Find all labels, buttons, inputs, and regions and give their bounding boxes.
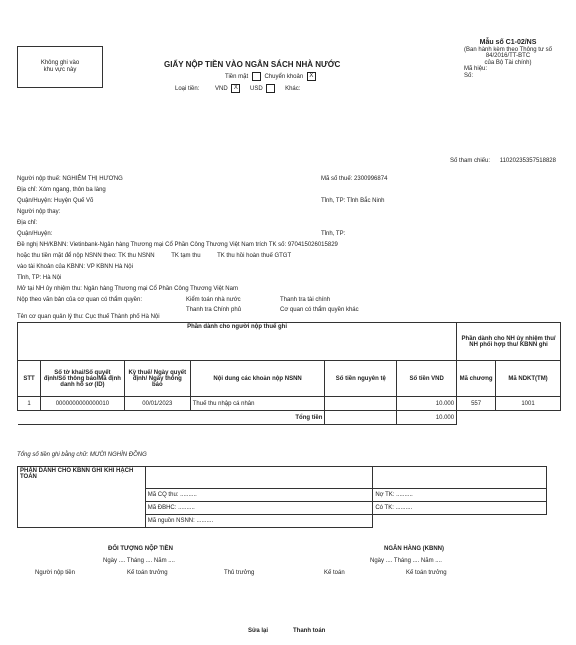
form-code-line2: (Ban hành kèm theo Thông tư số: [464, 46, 552, 53]
cell-vnd-amount: 10.000: [397, 397, 457, 411]
usd-checkbox[interactable]: [266, 84, 275, 93]
payer-province: Tỉnh Bắc Ninh: [346, 198, 385, 204]
cell-content: Thuế thu nhập cá nhân: [190, 397, 325, 411]
table-row: [18, 397, 561, 411]
payer-section-header: Phần dành cho người nộp thuế ghi: [18, 323, 457, 361]
col-content: Nội dung các khoản nộp NSNN: [190, 361, 325, 397]
bank-sign-date: Ngày .... Tháng .... Năm ....: [370, 558, 442, 564]
payer-district-row: [17, 198, 93, 204]
reference-label: Số tham chiếu:: [450, 158, 491, 164]
col-period: Kỳ thuế/ Ngày quyết định/ Ngày thông báo: [124, 361, 190, 397]
cell-period: 00/01/2023: [124, 397, 190, 411]
co-tk: Có TK: ..........: [373, 502, 547, 515]
proxy-district-label: Quận/Huyện:: [17, 231, 53, 237]
bank-open-line: Mở tại NH ủy nhiệm thu: Ngân hàng Thương mại Cổ Phần Công Thương Việt Nam: [17, 286, 238, 292]
form-code-line4: của Bộ Tài chính): [484, 59, 532, 66]
payer-sign-date: Ngày .... Tháng .... Năm ....: [103, 558, 175, 564]
cell-chapter: 557: [457, 397, 496, 411]
proxy-payer-label: Người nộp thay:: [17, 209, 61, 215]
sign-head: Thủ trưởng: [224, 570, 255, 576]
form-code-line3: 84/2016/TT-BTC: [485, 53, 531, 59]
col-vnd-amount: Số tiền VND: [397, 361, 457, 397]
payer-address-label: Địa chỉ:: [17, 187, 38, 193]
total-in-words: Tổng số tiền ghi bằng chữ: MƯỜI NGHÌN ĐỒNG: [17, 452, 147, 458]
proxy-address-label: Địa chỉ:: [17, 220, 38, 226]
payer-address: Xóm ngang, thôn ba làng: [38, 187, 106, 193]
payer-district-label: Quận/Huyện:: [17, 198, 53, 204]
bank-section-header: Phần dành cho NH ủy nhiệm thu/ NH phối hợp thu/ KBNN ghi: [457, 323, 561, 361]
tax-agency-line: Tên cơ quan quản lý thu: Cục thuế Thành phố Hà Nội: [17, 314, 160, 320]
payer-sign-title: ĐỐI TƯỢNG NỘP TIỀN: [108, 546, 173, 552]
ma-dbhc: Mã ĐBHC: ..........: [145, 502, 373, 515]
form-code-line6: Số:: [464, 72, 474, 79]
bank-sign-title: NGÂN HÀNG (KBNN): [384, 546, 444, 552]
other-currency-label: Khác:: [285, 86, 301, 93]
currency-row: [175, 84, 300, 93]
payer-province-row: [321, 198, 384, 204]
kbnn-blank-3: [373, 515, 547, 528]
kbnn-section-title: PHẦN DÀNH CHO KBNN GHI KHI HẠCH TOÁN: [18, 467, 146, 489]
payer-district: Huyện Quế Võ: [54, 198, 94, 204]
kbnn-blank-2: [373, 467, 547, 489]
no-tk: Nợ TK: ..........: [373, 489, 547, 502]
col-foreign-amount: Số tiền nguyên tệ: [325, 361, 397, 397]
authority-option-gov: Thanh tra Chính phủ: [186, 307, 242, 313]
no-write-line1: Không ghi vào: [40, 60, 80, 66]
proxy-province-label: Tỉnh, TP:: [321, 231, 346, 237]
total-label: Tổng tiền: [18, 411, 325, 425]
transfer-checkbox[interactable]: X: [307, 72, 316, 81]
col-stt: STT: [18, 361, 41, 397]
col-ndkt: Mã NDKT(TM): [496, 361, 561, 397]
total-bank-blank: [457, 411, 561, 425]
account-type-line: hoặc thu tiền mặt để nộp NSNN theo: TK thu NSNN TK tạm thu TK thu hồi hoàn thuế GTGT: [17, 253, 292, 259]
page-title: GIẤY NỘP TIỀN VÀO NGÂN SÁCH NHÀ NƯỚC: [164, 60, 341, 69]
authority-option-other: Cơ quan có thẩm quyền khác: [280, 307, 359, 313]
col-declaration: Số tờ khai/Số quyết định/Số thông báo/Mã định danh hồ sơ (ID): [40, 361, 124, 397]
bank-request-line: Đề nghị NH/KBNN: Vietinbank-Ngân hàng Thương mại Cổ Phần Công Thương Việt Nam trích TK số: 970415026015829: [17, 242, 338, 248]
total-value: 10.000: [397, 411, 457, 425]
tax-code: 2300996874: [354, 176, 388, 182]
cell-ndkt: 1001: [496, 397, 561, 411]
col-chapter: Mã chương: [457, 361, 496, 397]
vnd-label: VND: [215, 86, 228, 93]
sign-bank-chief-accountant: Kế toán trưởng: [406, 570, 447, 576]
reference-number: [450, 158, 556, 164]
kbnn-province-line: Tỉnh, TP: Hà Nội: [17, 275, 62, 281]
payer-name-row: [17, 176, 123, 182]
form-code: Mẫu số C1-02/NS: [479, 39, 537, 46]
cash-checkbox[interactable]: [252, 72, 261, 81]
payer-name: NGHIÊM THỊ HƯƠNG: [62, 176, 123, 182]
ma-cq-thu: Mã CQ thu: ..........: [145, 489, 373, 502]
payer-province-label: Tỉnh, TP:: [321, 198, 346, 204]
kbnn-left-blank-2: [18, 502, 146, 515]
kbnn-account-line: vào tài Khoản của KBNN: VP KBNN Hà Nội: [17, 264, 133, 270]
authority-option-finance: Thanh tra tài chính: [280, 297, 331, 303]
transfer-label: Chuyển khoản: [264, 74, 304, 81]
tax-code-row: [321, 176, 387, 182]
form-code-line5: Mã hiệu:: [464, 66, 488, 72]
edit-button[interactable]: Sửa lại: [248, 628, 269, 634]
ma-nguon-nsnn: Mã nguồn NSNN: ..........: [145, 515, 373, 528]
payment-method-row: [225, 72, 318, 81]
sign-payer: Người nộp tiền: [35, 570, 75, 576]
kbnn-section: [17, 466, 547, 528]
cash-label: Tiền mặt: [225, 74, 249, 81]
currency-label: Loại tiền:: [175, 86, 200, 93]
total-row: [18, 411, 561, 425]
kbnn-left-blank-1: [18, 489, 146, 502]
payer-address-row: [17, 187, 106, 193]
sign-accountant: Kế toán: [324, 570, 345, 576]
usd-label: USD: [250, 86, 263, 93]
pay-button[interactable]: Thanh toán: [293, 628, 326, 634]
kbnn-left-blank-3: [18, 515, 146, 528]
total-foreign-blank: [325, 411, 397, 425]
no-write-box: [17, 46, 103, 88]
no-write-line2: khu vực này: [43, 67, 77, 73]
payment-table: [17, 322, 561, 425]
form-code-block: [464, 40, 552, 79]
sign-chief-accountant: Kế toán trưởng: [127, 570, 168, 576]
authority-label: Nộp theo văn bản của cơ quan có thẩm quyền:: [17, 297, 143, 303]
kbnn-blank-1: [145, 467, 373, 489]
cell-stt: 1: [18, 397, 41, 411]
tax-code-label: Mã số thuế:: [321, 176, 353, 182]
cell-foreign-amount: [325, 397, 397, 411]
cell-declaration: 0000000000000010: [40, 397, 124, 411]
vnd-checkbox[interactable]: X: [231, 84, 240, 93]
payer-name-label: Người nộp thuế:: [17, 176, 61, 182]
authority-option-audit: Kiểm toán nhà nước: [186, 297, 241, 303]
reference-value: 11020235357518828: [499, 158, 556, 164]
